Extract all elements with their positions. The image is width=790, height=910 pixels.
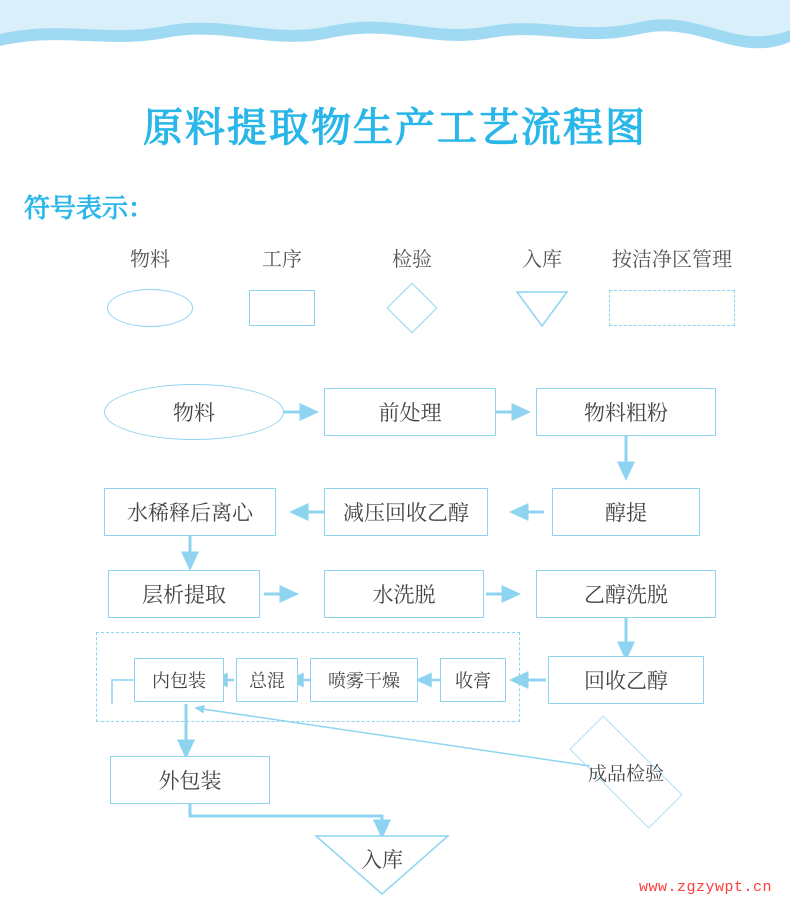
- legend-item-process: [222, 243, 342, 330]
- node-ethanol-recovery[interactable]: [548, 656, 704, 704]
- node-label: 入库: [361, 849, 403, 872]
- watermark: www.zgzywpt.cn: [638, 879, 772, 896]
- node-label: 收膏: [455, 671, 491, 691]
- legend-item-cleanroom: [572, 243, 772, 330]
- node-label: 前处理: [378, 402, 442, 425]
- node-label: 水洗脱: [372, 584, 436, 607]
- node-label: 内包装: [152, 671, 206, 691]
- node-warehouse-in[interactable]: [312, 834, 452, 896]
- flowchart: [0, 368, 790, 888]
- legend-item-label: 物料: [130, 249, 170, 271]
- node-vacuum-ethanol-recovery[interactable]: [324, 488, 488, 536]
- node-water-elution[interactable]: [324, 570, 484, 618]
- legend-title: 符号表示：: [24, 193, 155, 223]
- node-pretreatment[interactable]: [324, 388, 496, 436]
- decorative-wave-band: [0, 0, 790, 62]
- node-water-dilute-centrifuge[interactable]: [104, 488, 276, 536]
- node-material[interactable]: [104, 384, 284, 440]
- node-label: 物料粗粉: [584, 402, 668, 425]
- node-ethanol-elution[interactable]: [536, 570, 716, 618]
- ellipse-icon: [90, 286, 210, 330]
- node-label: 水稀释后离心: [127, 502, 253, 525]
- node-label: 醇提: [605, 502, 647, 525]
- node-coarse-powder[interactable]: [536, 388, 716, 436]
- diamond-icon: [352, 286, 472, 330]
- legend-item-inspection: [352, 243, 472, 330]
- node-label: 外包装: [158, 770, 222, 793]
- node-total-mixing[interactable]: [236, 658, 298, 702]
- node-label: 减压回收乙醇: [343, 502, 469, 525]
- rectangle-icon: [222, 286, 342, 330]
- legend-item-label: 工序: [262, 249, 302, 271]
- node-chromatography-extraction[interactable]: [108, 570, 260, 618]
- node-inner-packaging[interactable]: [134, 658, 224, 702]
- flow-connectors: [0, 368, 790, 888]
- node-finished-product-inspection[interactable]: [546, 738, 706, 806]
- node-collect-extract[interactable]: [440, 658, 506, 702]
- node-label: 层析提取: [142, 584, 226, 607]
- legend-item-label: 按洁净区管理: [612, 249, 732, 271]
- node-label: 回收乙醇: [584, 670, 668, 693]
- node-label: 乙醇洗脱: [584, 584, 668, 607]
- node-label: 总混: [249, 671, 285, 691]
- legend-item-label: 入库: [522, 249, 562, 271]
- node-label: 喷雾干燥: [328, 671, 400, 691]
- legend-item-label: 检验: [392, 249, 432, 271]
- dashed-rectangle-icon: [572, 286, 772, 330]
- node-alcohol-extraction[interactable]: [552, 488, 700, 536]
- legend-item-material: [90, 243, 210, 330]
- node-label: 成品检验: [587, 763, 664, 785]
- page-title: 原料提取物生产工艺流程图: [143, 106, 647, 150]
- legend-row: [60, 243, 770, 343]
- node-label: 物料: [173, 402, 215, 425]
- node-spray-drying[interactable]: [310, 658, 418, 702]
- node-outer-packaging[interactable]: [110, 756, 270, 804]
